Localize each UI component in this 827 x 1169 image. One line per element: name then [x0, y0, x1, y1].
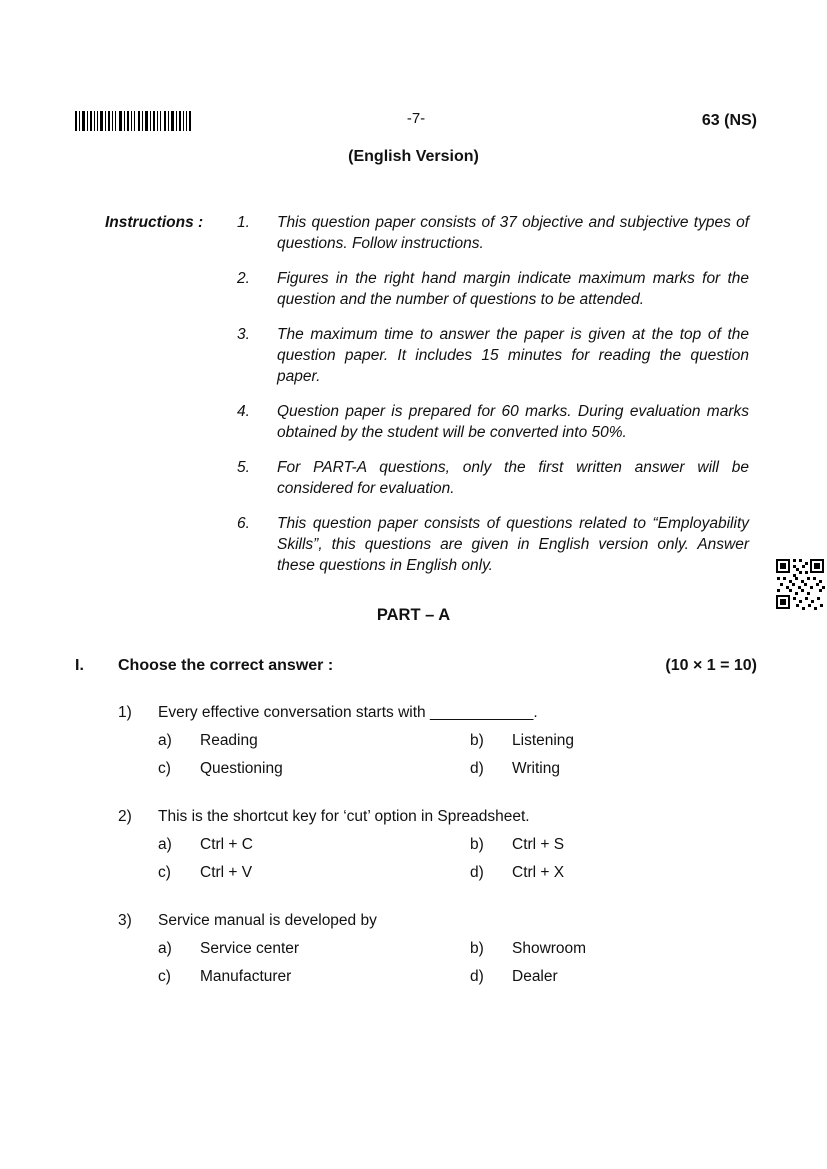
option-text: Ctrl + C: [200, 836, 253, 853]
option-a: [158, 834, 470, 855]
option-text: Ctrl + S: [512, 836, 565, 853]
instruction-text: For PART-A questions, only the first written answer will be considered for evaluation.: [277, 459, 749, 497]
question-number: 2): [118, 808, 132, 825]
instruction-item: [237, 401, 749, 443]
option-text: Service center: [200, 940, 300, 957]
section-header: [75, 657, 757, 675]
instruction-item: [237, 212, 749, 254]
option-text: Manufacturer: [200, 968, 292, 985]
option-label: a): [158, 940, 172, 957]
option-label: d): [470, 968, 484, 985]
option-label: b): [470, 940, 484, 957]
options-grid: [158, 730, 755, 779]
option-text: Questioning: [200, 760, 283, 777]
section-title: Choose the correct answer :: [118, 657, 334, 674]
instruction-number: 6.: [237, 515, 250, 532]
question-row: [118, 702, 755, 723]
question-number: 1): [118, 704, 132, 721]
question-3: [118, 910, 755, 987]
instruction-item: [237, 268, 749, 310]
option-c: [158, 862, 470, 883]
option-label: c): [158, 864, 171, 881]
instructions-label: Instructions :: [105, 214, 204, 231]
instruction-number: 3.: [237, 326, 250, 343]
instruction-item: [237, 324, 749, 387]
instruction-number: 5.: [237, 459, 250, 476]
option-text: Showroom: [512, 940, 587, 957]
option-a: [158, 730, 470, 751]
option-b: [470, 834, 755, 855]
option-c: [158, 966, 470, 987]
section-roman-numeral: I.: [75, 657, 84, 674]
option-b: [470, 730, 755, 751]
option-d: [470, 862, 755, 883]
option-label: d): [470, 760, 484, 777]
instruction-item: [237, 513, 749, 576]
option-label: b): [470, 732, 484, 749]
option-text: Ctrl + V: [200, 864, 253, 881]
instruction-number: 2.: [237, 270, 250, 287]
option-text: Listening: [512, 732, 575, 749]
part-heading: PART – A: [376, 606, 451, 624]
instruction-text: Question paper is prepared for 60 marks. During evaluation marks obtained by the student will be converted into 50%.: [277, 403, 749, 441]
options-grid: [158, 938, 755, 987]
question-text: Service manual is developed by: [158, 912, 377, 929]
instruction-item: [237, 457, 749, 499]
option-label: b): [470, 836, 484, 853]
page-number: -7-: [406, 110, 426, 127]
option-label: a): [158, 732, 172, 749]
instruction-number: 4.: [237, 403, 250, 420]
page-header: [75, 110, 757, 136]
question-row: [118, 910, 755, 931]
question-text: Every effective conversation starts with ____________.: [158, 704, 538, 721]
option-text: Ctrl + X: [512, 864, 565, 881]
version-heading: (English Version): [348, 148, 479, 165]
option-text: Reading: [200, 732, 258, 749]
section-marks: (10 × 1 = 10): [665, 657, 757, 674]
instructions-block: [105, 212, 749, 576]
instruction-text: This question paper consists of questions related to “Employability Skills”, this questions are given in English version only. Answer these questions in English only.: [277, 515, 749, 574]
option-label: a): [158, 836, 172, 853]
option-text: Dealer: [512, 968, 558, 985]
option-label: d): [470, 864, 484, 881]
option-label: c): [158, 760, 171, 777]
option-d: [470, 966, 755, 987]
qr-code-icon: [775, 557, 825, 616]
paper-code: 63 (NS): [701, 112, 757, 129]
option-label: c): [158, 968, 171, 985]
question-2: [118, 806, 755, 883]
options-grid: [158, 834, 755, 883]
question-number: 3): [118, 912, 132, 929]
option-text: Writing: [512, 760, 560, 777]
question-1: [118, 702, 755, 779]
option-a: [158, 938, 470, 959]
option-b: [470, 938, 755, 959]
question-row: [118, 806, 755, 827]
option-c: [158, 758, 470, 779]
option-d: [470, 758, 755, 779]
question-text: This is the shortcut key for ‘cut’ option in Spreadsheet.: [158, 808, 530, 825]
instruction-text: Figures in the right hand margin indicate maximum marks for the question and the number of questions to be attended.: [277, 270, 749, 308]
instruction-text: This question paper consists of 37 objective and subjective types of questions. Follow instructions.: [277, 214, 749, 252]
instruction-text: The maximum time to answer the paper is given at the top of the question paper. It includes 15 minutes for reading the question paper.: [277, 326, 749, 385]
instruction-number: 1.: [237, 214, 250, 231]
